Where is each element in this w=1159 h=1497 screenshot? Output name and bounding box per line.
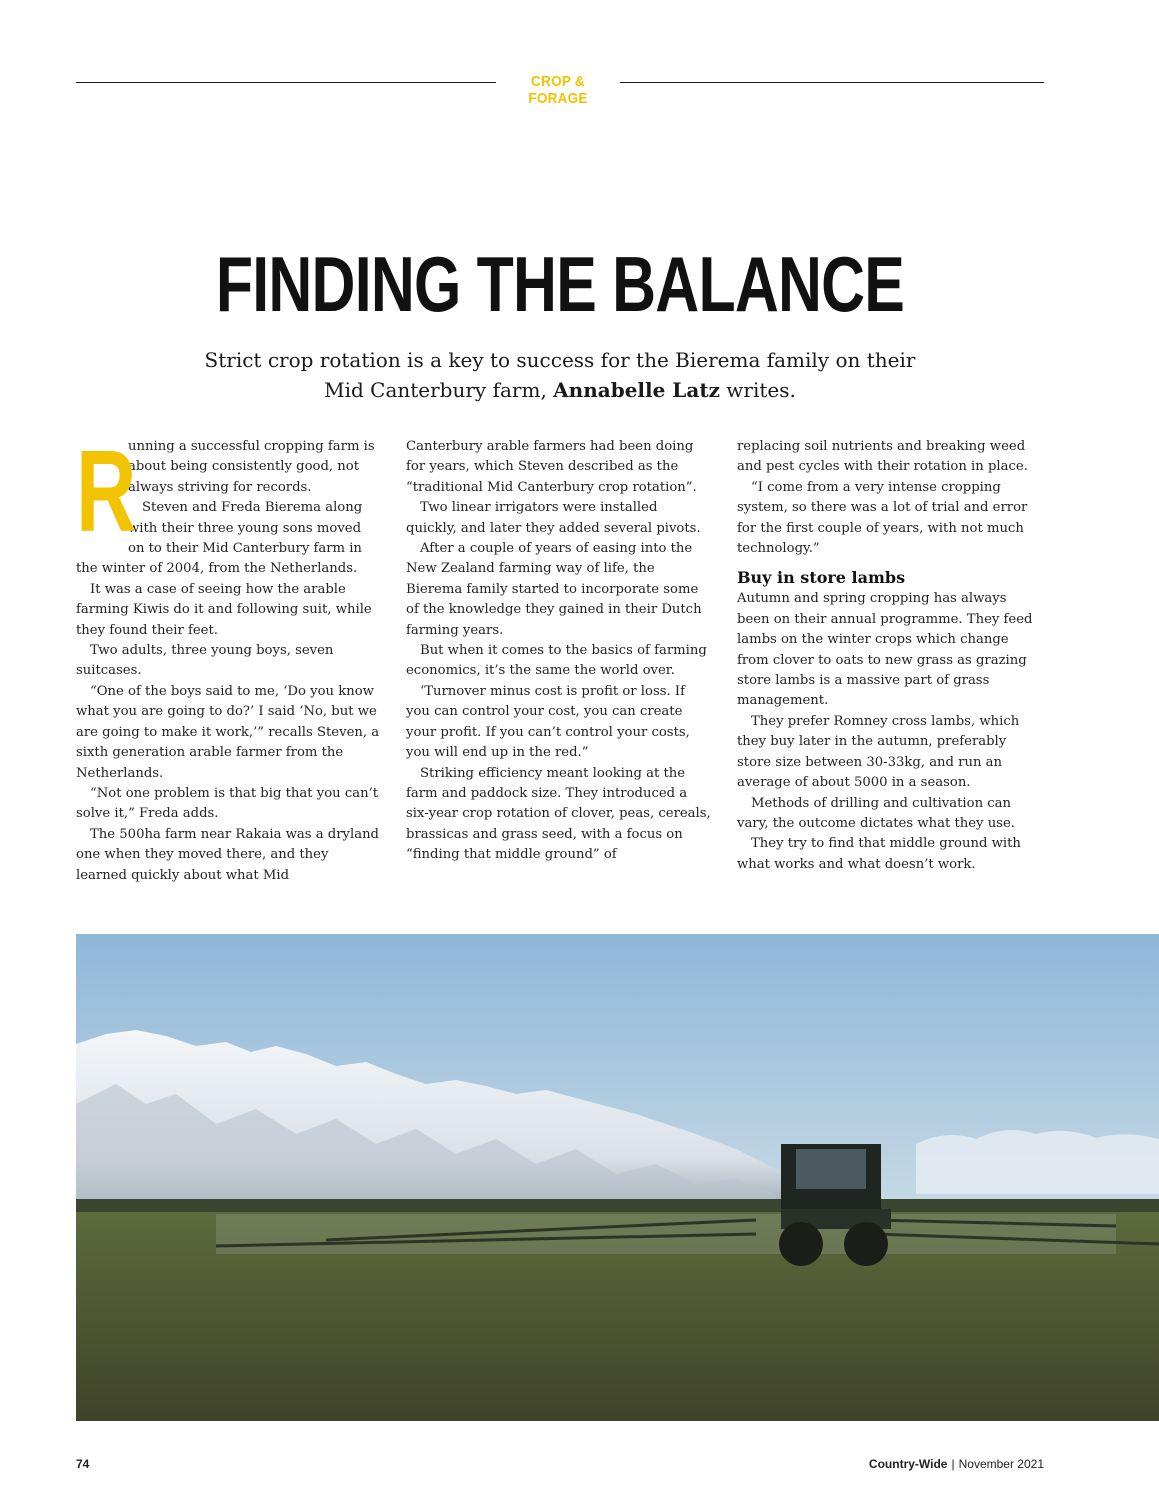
author-name: Annabelle Latz [553, 378, 720, 402]
paragraph: Two linear irrigators were installed quickly, and later they added several pivots. [406, 500, 701, 536]
paragraph: Canterbury arable farmers had been doing for years, which Steven described as the “traditional Mid Canterbury crop rotation”. [406, 439, 697, 495]
paragraph: Autumn and spring cropping has always been on their annual programme. They feed lambs on the winter crops which change from clover to oats to new grass as grazing store lambs is a massive part of grass management. [737, 591, 1033, 709]
paragraph: Methods of drilling and cultivation can vary, the outcome dictates what they use. [737, 795, 1015, 831]
header-rule-right [620, 82, 1044, 83]
footer-separator: | [951, 1457, 955, 1471]
clouds [916, 1130, 1159, 1194]
paragraph: The 500ha farm near Rakaia was a dryland one when they moved there, and they learned quickly about what Mid [76, 826, 379, 883]
paragraph: After a couple of years of easing into the New Zealand farming way of life, the Bierema family started to incorporate some of the knowledge they gained in their Dutch farming years. [406, 541, 702, 638]
paragraph: ‘Turnover minus cost is profit or loss. If you can control your cost, you can create your profit. If you can’t control your costs, you will end up in the red.” [406, 683, 690, 761]
paragraph: Two adults, three young boys, seven suitcases. [76, 643, 334, 679]
paragraph: replacing soil nutrients and breaking weed and pest cycles with their rotation in place. [737, 439, 1028, 475]
section-label: CROP & FORAGE [528, 73, 588, 107]
drop-cap: R [76, 426, 137, 556]
article-photo [76, 934, 1159, 1421]
paragraph: “One of the boys said to me, ‘Do you know what you are going to do?’ I said ‘No, but we are going to make it work,’” recalls Steven, a sixth generation arable farmer from the Netherlands. [76, 683, 380, 781]
paragraph: “Not one problem is that big that you can’t solve it,” Freda adds. [76, 785, 379, 822]
body-column-1 [76, 426, 381, 886]
issue-footer [800, 1457, 1044, 1471]
body-column-3 [737, 437, 1042, 875]
header-rule-left [76, 82, 496, 83]
paragraph: Steven and Freda Bierema along with their three young sons moved on to their Mid Canterbury farm in the winter of 2004, from the Netherlands. [76, 500, 363, 577]
standfirst-line-2-post: writes. [726, 378, 796, 402]
body-column-2 [406, 437, 711, 866]
paragraph: unning a successful cropping farm is about being consistently good, not always striving for records. [128, 439, 375, 495]
issue-date: November 2021 [958, 1457, 1044, 1471]
paragraph: Striking efficiency meant looking at the farm and paddock size. They introduced a six-year crop rotation of clover, peas, cereals, brassicas and grass seed, with a focus on “finding that middle ground” of [406, 765, 711, 863]
spray-mist [216, 1214, 1116, 1254]
paragraph: They try to find that middle ground with what works and what doesn’t work. [737, 836, 1021, 872]
standfirst-line-2-pre: Mid Canterbury farm, [324, 378, 547, 402]
paragraph: “I come from a very intense cropping system, so there was a lot of trial and error for the first couple of years, with not much technology.” [737, 479, 1028, 557]
magazine-name: Country-Wide [868, 1457, 948, 1471]
standfirst-line-1: Strict crop rotation is a key to success for the Bierema family on their [204, 348, 916, 372]
photo-illustration [76, 934, 1159, 1421]
subheading: Buy in store lambs [737, 568, 906, 588]
paragraph: It was a case of seeing how the arable farming Kiwis do it and following suit, while they found their feet. [76, 581, 372, 638]
page-number: 74 [76, 1457, 90, 1471]
paragraph: But when it comes to the basics of farming economics, it’s the same the world over. [406, 643, 707, 679]
paragraph: They prefer Romney cross lambs, which they buy later in the autumn, preferably store size between 30-33kg, and run an average of about 5000 in a season. [737, 713, 1020, 791]
standfirst-line-2 [160, 375, 960, 405]
standfirst [160, 345, 960, 405]
article-title: FINDING THE BALANCE [215, 240, 905, 328]
